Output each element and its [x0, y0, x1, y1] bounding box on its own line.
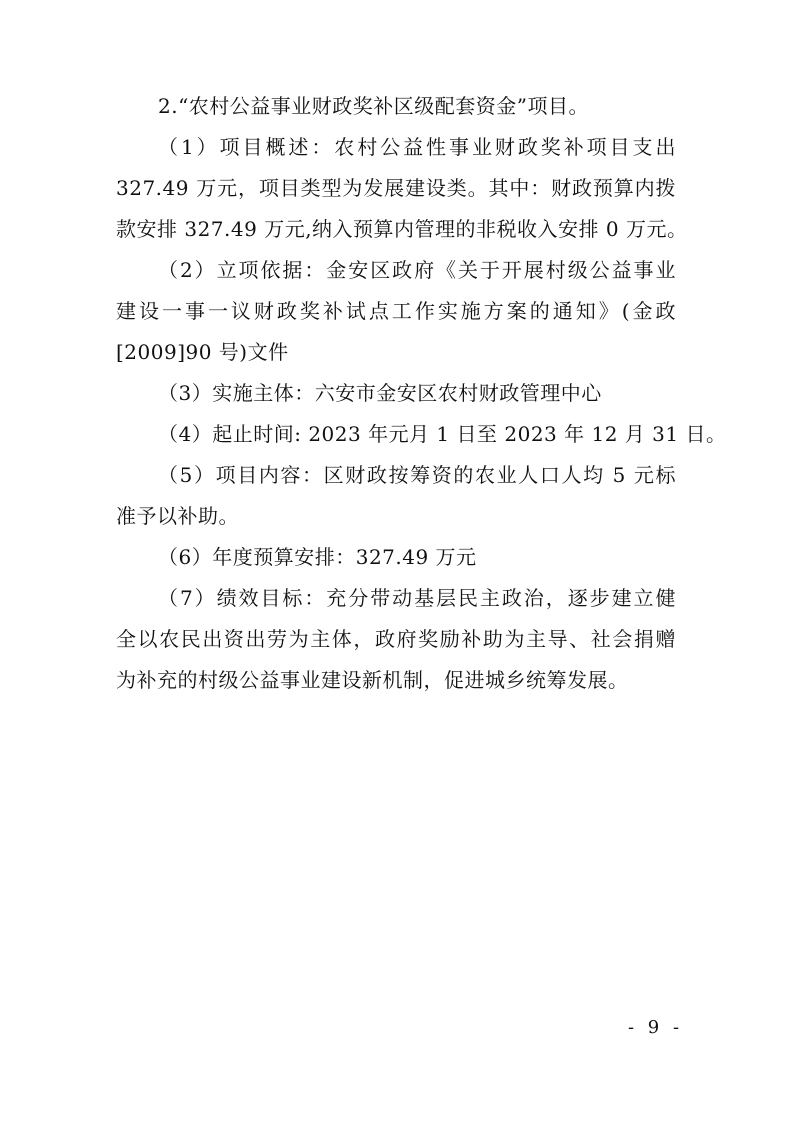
item-5-content-line-2: 准予以补助。	[116, 504, 239, 528]
item-4-period: （4）起止时间: 2023 年元月 1 日至 2023 年 12 月 31 日。	[158, 422, 727, 446]
item-1-overview-line-3: 款安排 327.49 万元,纳入预算内管理的非税收入安排 0 万元。	[116, 217, 688, 241]
item-7-goal-line-3: 为补充的村级公益事业建设新机制，促进城乡统筹发展。	[116, 668, 629, 692]
item-2-basis-line-2: 建设一事一议财政奖补试点工作实施方案的通知》(金政	[116, 299, 676, 323]
item-2-basis-line-3: [2009]90 号)文件	[116, 340, 289, 364]
item-1-overview-line-1: （1）项目概述：农村公益性事业财政奖补项目支出	[158, 135, 676, 159]
page-number: - 9 -	[628, 1017, 684, 1038]
item-5-content-line-1: （5）项目内容：区财政按筹资的农业人口人均 5 元标	[158, 463, 676, 487]
document-body	[116, 94, 727, 711]
section-heading: 2.“农村公益事业财政奖补区级配套资金”项目。	[158, 94, 590, 118]
item-7-goal-line-2: 全以农民出资出劳为主体，政府奖励补助为主导、社会捐赠	[116, 627, 676, 651]
item-6-budget: （6）年度预算安排：327.49 万元	[158, 545, 477, 569]
item-1-overview-line-2: 327.49 万元，项目类型为发展建设类。其中：财政预算内拨	[116, 176, 676, 200]
item-7-goal-line-1: （7）绩效目标：充分带动基层民主政治，逐步建立健	[158, 586, 676, 610]
item-3-implementer: （3）实施主体：六安市金安区农村财政管理中心	[158, 381, 602, 405]
item-2-basis-line-1: （2）立项依据：金安区政府《关于开展村级公益事业	[158, 258, 676, 282]
